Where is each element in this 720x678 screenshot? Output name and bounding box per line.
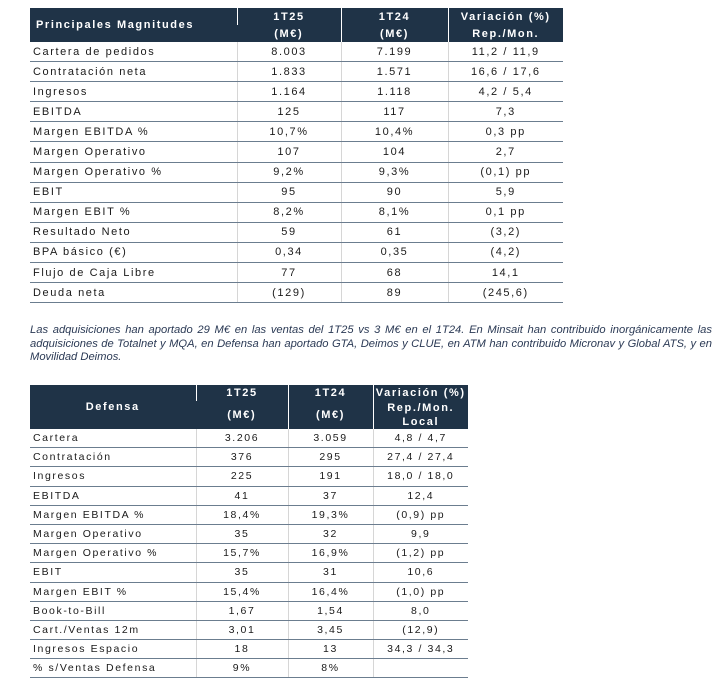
value-1t24: 9,3% (341, 162, 448, 182)
table-row (30, 122, 563, 142)
value-1t24: 8,1% (341, 202, 448, 222)
value-variacion: 27,4 / 27,4 (373, 448, 468, 467)
value-variacion: (1,0) pp (373, 582, 468, 601)
value-1t25: (129) (237, 283, 341, 303)
table-row (30, 524, 468, 543)
table-row (30, 162, 563, 182)
value-1t25: 59 (237, 222, 341, 242)
value-1t25: 9,2% (237, 162, 341, 182)
header-1t24-unit: (M€) (288, 401, 373, 429)
header-1t24-unit: (M€) (341, 25, 448, 42)
acquisitions-paragraph: Las adquisiciones han aportado 29 M€ en las ventas del 1T25 vs 3 M€ en el 1T24. En Minsait han contribuido inorgánicamente las adquisiciones de Totalnet y MQA, en Defensa han aportado GTA, Deimos y CLUE, en ATM han contribuido Micronav y Global ATS, y en Movilidad Deimos. (30, 324, 712, 364)
value-1t24: 117 (341, 102, 448, 122)
value-1t24: 31 (288, 563, 373, 582)
value-variacion: 16,6 / 17,6 (448, 62, 563, 82)
value-1t25: 125 (237, 102, 341, 122)
row-label: Resultado Neto (30, 222, 237, 242)
row-label: Margen Operativo (30, 524, 196, 543)
value-1t25: 18,4% (196, 505, 288, 524)
row-label: Book-to-Bill (30, 601, 196, 620)
row-label: Margen EBIT % (30, 202, 237, 222)
value-1t25: 8,2% (237, 202, 341, 222)
value-variacion: (0,9) pp (373, 505, 468, 524)
value-1t25: 1,67 (196, 601, 288, 620)
value-variacion: (4,2) (448, 242, 563, 262)
table-row (30, 601, 468, 620)
value-1t24: 16,9% (288, 544, 373, 563)
row-label: % s/Ventas Defensa (30, 659, 196, 678)
row-label: Flujo de Caja Libre (30, 263, 237, 283)
value-1t24: 10,4% (341, 122, 448, 142)
value-1t25: 15,7% (196, 544, 288, 563)
header-variacion: Variación (%) (448, 8, 563, 25)
row-label: Contratación neta (30, 62, 237, 82)
value-1t24: 0,35 (341, 242, 448, 262)
value-1t25: 35 (196, 524, 288, 543)
value-1t25: 107 (237, 142, 341, 162)
value-variacion: 18,0 / 18,0 (373, 467, 468, 486)
value-variacion: 34,3 / 34,3 (373, 640, 468, 659)
row-label: Ingresos Espacio (30, 640, 196, 659)
header-variacion-sub: Rep./Mon. (448, 25, 563, 42)
value-1t24: 19,3% (288, 505, 373, 524)
row-label: Contratación (30, 448, 196, 467)
row-label: Margen Operativo % (30, 162, 237, 182)
row-label: Ingresos (30, 467, 196, 486)
value-variacion (373, 659, 468, 678)
value-variacion: 0,3 pp (448, 122, 563, 142)
value-1t25: 225 (196, 467, 288, 486)
value-1t24: 32 (288, 524, 373, 543)
table-row (30, 283, 563, 303)
row-label: BPA básico (€) (30, 242, 237, 262)
value-1t25: 15,4% (196, 582, 288, 601)
value-variacion: 8,0 (373, 601, 468, 620)
table-row (30, 505, 468, 524)
value-1t24: 8% (288, 659, 373, 678)
value-1t24: 89 (341, 283, 448, 303)
principales-magnitudes-table (30, 8, 563, 303)
value-1t25: 1.833 (237, 62, 341, 82)
row-label: Cartera de pedidos (30, 42, 237, 62)
value-1t24: 61 (341, 222, 448, 242)
table-row (30, 62, 563, 82)
value-1t24: 3.059 (288, 429, 373, 448)
defensa-table (30, 385, 468, 678)
value-variacion: 10,6 (373, 563, 468, 582)
header-1t25-unit: (M€) (196, 401, 288, 429)
table-row (30, 486, 468, 505)
value-1t24: 16,4% (288, 582, 373, 601)
table-header (30, 385, 468, 429)
value-variacion: (1,2) pp (373, 544, 468, 563)
row-label: EBITDA (30, 102, 237, 122)
table-row (30, 582, 468, 601)
header-1t25: 1T25 (237, 8, 341, 25)
value-1t25: 10,7% (237, 122, 341, 142)
value-1t25: 0,34 (237, 242, 341, 262)
row-label: EBIT (30, 563, 196, 582)
value-1t25: 77 (237, 263, 341, 283)
row-label: Margen EBITDA % (30, 122, 237, 142)
table-row (30, 242, 563, 262)
value-1t25: 376 (196, 448, 288, 467)
value-variacion: 0,1 pp (448, 202, 563, 222)
table-row (30, 429, 468, 448)
table-row (30, 42, 563, 62)
value-1t24: 7.199 (341, 42, 448, 62)
value-1t24: 1.571 (341, 62, 448, 82)
table-header (30, 8, 563, 42)
value-1t24: 90 (341, 182, 448, 202)
header-1t25: 1T25 (196, 385, 288, 401)
value-1t25: 3,01 (196, 620, 288, 639)
row-label: Ingresos (30, 82, 237, 102)
row-label: Cartera (30, 429, 196, 448)
table-body (30, 429, 468, 678)
table-row (30, 659, 468, 678)
header-1t24: 1T24 (341, 8, 448, 25)
row-label: Cart./Ventas 12m (30, 620, 196, 639)
header-variacion: Variación (%) (373, 385, 468, 401)
value-variacion: (3,2) (448, 222, 563, 242)
value-variacion: 11,2 / 11,9 (448, 42, 563, 62)
table-row (30, 620, 468, 639)
value-variacion: (245,6) (448, 283, 563, 303)
row-label: Margen EBITDA % (30, 505, 196, 524)
table-row (30, 182, 563, 202)
value-1t24: 37 (288, 486, 373, 505)
value-variacion: 7,3 (448, 102, 563, 122)
value-1t24: 104 (341, 142, 448, 162)
value-1t24: 3,45 (288, 620, 373, 639)
value-1t24: 295 (288, 448, 373, 467)
header-1t24: 1T24 (288, 385, 373, 401)
value-1t24: 13 (288, 640, 373, 659)
value-1t25: 95 (237, 182, 341, 202)
value-variacion: 14,1 (448, 263, 563, 283)
value-variacion: (12,9) (373, 620, 468, 639)
value-variacion: 12,4 (373, 486, 468, 505)
value-1t24: 1.118 (341, 82, 448, 102)
row-label: Margen Operativo (30, 142, 237, 162)
header-label: Principales Magnitudes (30, 8, 237, 42)
value-variacion: 5,9 (448, 182, 563, 202)
table-row (30, 142, 563, 162)
value-1t25: 1.164 (237, 82, 341, 102)
row-label: EBIT (30, 182, 237, 202)
header-label: Defensa (30, 385, 196, 429)
row-label: EBITDA (30, 486, 196, 505)
table-row (30, 82, 563, 102)
table-row (30, 202, 563, 222)
value-1t25: 41 (196, 486, 288, 505)
value-variacion: 4,2 / 5,4 (448, 82, 563, 102)
value-1t25: 9% (196, 659, 288, 678)
value-1t24: 191 (288, 467, 373, 486)
table-row (30, 222, 563, 242)
value-variacion: 2,7 (448, 142, 563, 162)
value-1t25: 18 (196, 640, 288, 659)
value-variacion: 4,8 / 4,7 (373, 429, 468, 448)
value-1t25: 35 (196, 563, 288, 582)
table-row (30, 448, 468, 467)
value-1t25: 8.003 (237, 42, 341, 62)
table-row (30, 640, 468, 659)
row-label: Margen EBIT % (30, 582, 196, 601)
table-row (30, 263, 563, 283)
value-variacion: (0,1) pp (448, 162, 563, 182)
value-variacion: 9,9 (373, 524, 468, 543)
table-row (30, 102, 563, 122)
table-row (30, 467, 468, 486)
value-1t24: 1,54 (288, 601, 373, 620)
row-label: Deuda neta (30, 283, 237, 303)
table-body (30, 42, 563, 303)
value-1t24: 68 (341, 263, 448, 283)
header-variacion-sub: Rep./Mon. Local (373, 401, 468, 429)
value-1t25: 3.206 (196, 429, 288, 448)
table-row (30, 563, 468, 582)
header-1t25-unit: (M€) (237, 25, 341, 42)
row-label: Margen Operativo % (30, 544, 196, 563)
table-row (30, 544, 468, 563)
